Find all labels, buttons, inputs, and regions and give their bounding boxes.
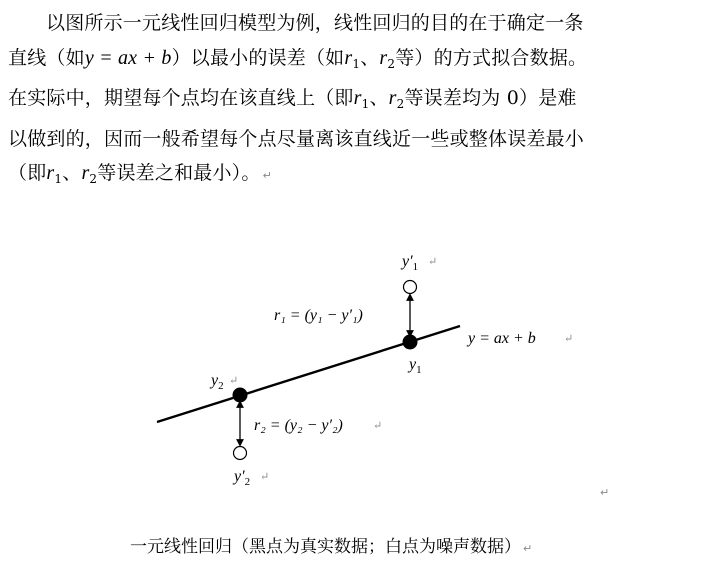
- y1-prime-label: $y'_1$: [402, 253, 419, 273]
- line-equation-label: y = ax + b: [468, 330, 536, 347]
- line-5-text-a: （即: [8, 162, 47, 184]
- real-point-y1: [403, 335, 418, 350]
- r2-subscript: 2: [387, 56, 396, 71]
- y2-label: $y_2$: [211, 372, 224, 392]
- return-mark-icon: ↵: [260, 470, 270, 483]
- r1-subscript: 1: [361, 97, 370, 111]
- r1-symbol: r: [353, 87, 362, 109]
- line-3-text-a: 在实际中，期望每个点均在该直线上（即: [8, 87, 354, 109]
- return-mark-icon: ↵: [373, 419, 383, 432]
- line-5-text-b: 、: [62, 162, 82, 184]
- return-mark-icon: ↵: [600, 486, 610, 499]
- r2-symbol: r: [379, 46, 388, 69]
- return-mark-icon: ↵: [428, 255, 438, 268]
- line-5-text-c: 等误差之和最小）。: [97, 162, 261, 184]
- line-2-text-a: 直线（如: [8, 46, 85, 69]
- line-2-text-c: 、: [360, 46, 380, 69]
- r2-subscript: 2: [89, 172, 98, 186]
- line-1-text: 以图所示一元线性回归模型为例，线性回归的目的在于确定一条: [46, 12, 584, 34]
- r1-subscript: 1: [352, 56, 361, 71]
- r2-symbol: r: [81, 162, 90, 184]
- line-equation: y = ax + b: [84, 46, 172, 69]
- y1-label: $y_1$: [409, 356, 422, 376]
- line-4-text: 以做到的，因而一般希望每个点尽量离该直线近一些或整体误差最小: [8, 127, 585, 150]
- r1-subscript: 1: [54, 172, 63, 186]
- r2-subscript: 2: [396, 97, 405, 111]
- return-mark-icon: ↵: [229, 374, 239, 387]
- line-2-text-b: ）以最小的误差（如: [171, 46, 345, 69]
- r2-symbol: r: [388, 87, 397, 109]
- r1-symbol: r: [344, 46, 353, 69]
- r1-symbol: r: [46, 162, 55, 184]
- figure-caption: [130, 532, 532, 557]
- r2-equation: r₂ = (y₂ − y′₂): [254, 417, 343, 434]
- noise-point-y2p: [234, 447, 247, 460]
- line-3-text-c: 等误差均为 0）是难: [404, 87, 577, 109]
- r1-equation: r₁ = (y₁ − y′₁): [274, 307, 363, 324]
- y2-prime-label: $y'_2$: [234, 468, 251, 488]
- line-3-text-b: 、: [369, 87, 389, 109]
- noise-point-y1p: [404, 281, 417, 294]
- return-mark-icon: ↵: [262, 169, 272, 182]
- real-point-y2: [233, 388, 248, 403]
- caption-text: 一元线性回归（黑点为真实数据；白点为噪声数据）: [130, 537, 521, 557]
- return-mark-icon: ↵: [523, 542, 533, 555]
- line-2-text-d: 等）的方式拟合数据。: [395, 46, 588, 69]
- return-mark-icon: ↵: [564, 332, 574, 345]
